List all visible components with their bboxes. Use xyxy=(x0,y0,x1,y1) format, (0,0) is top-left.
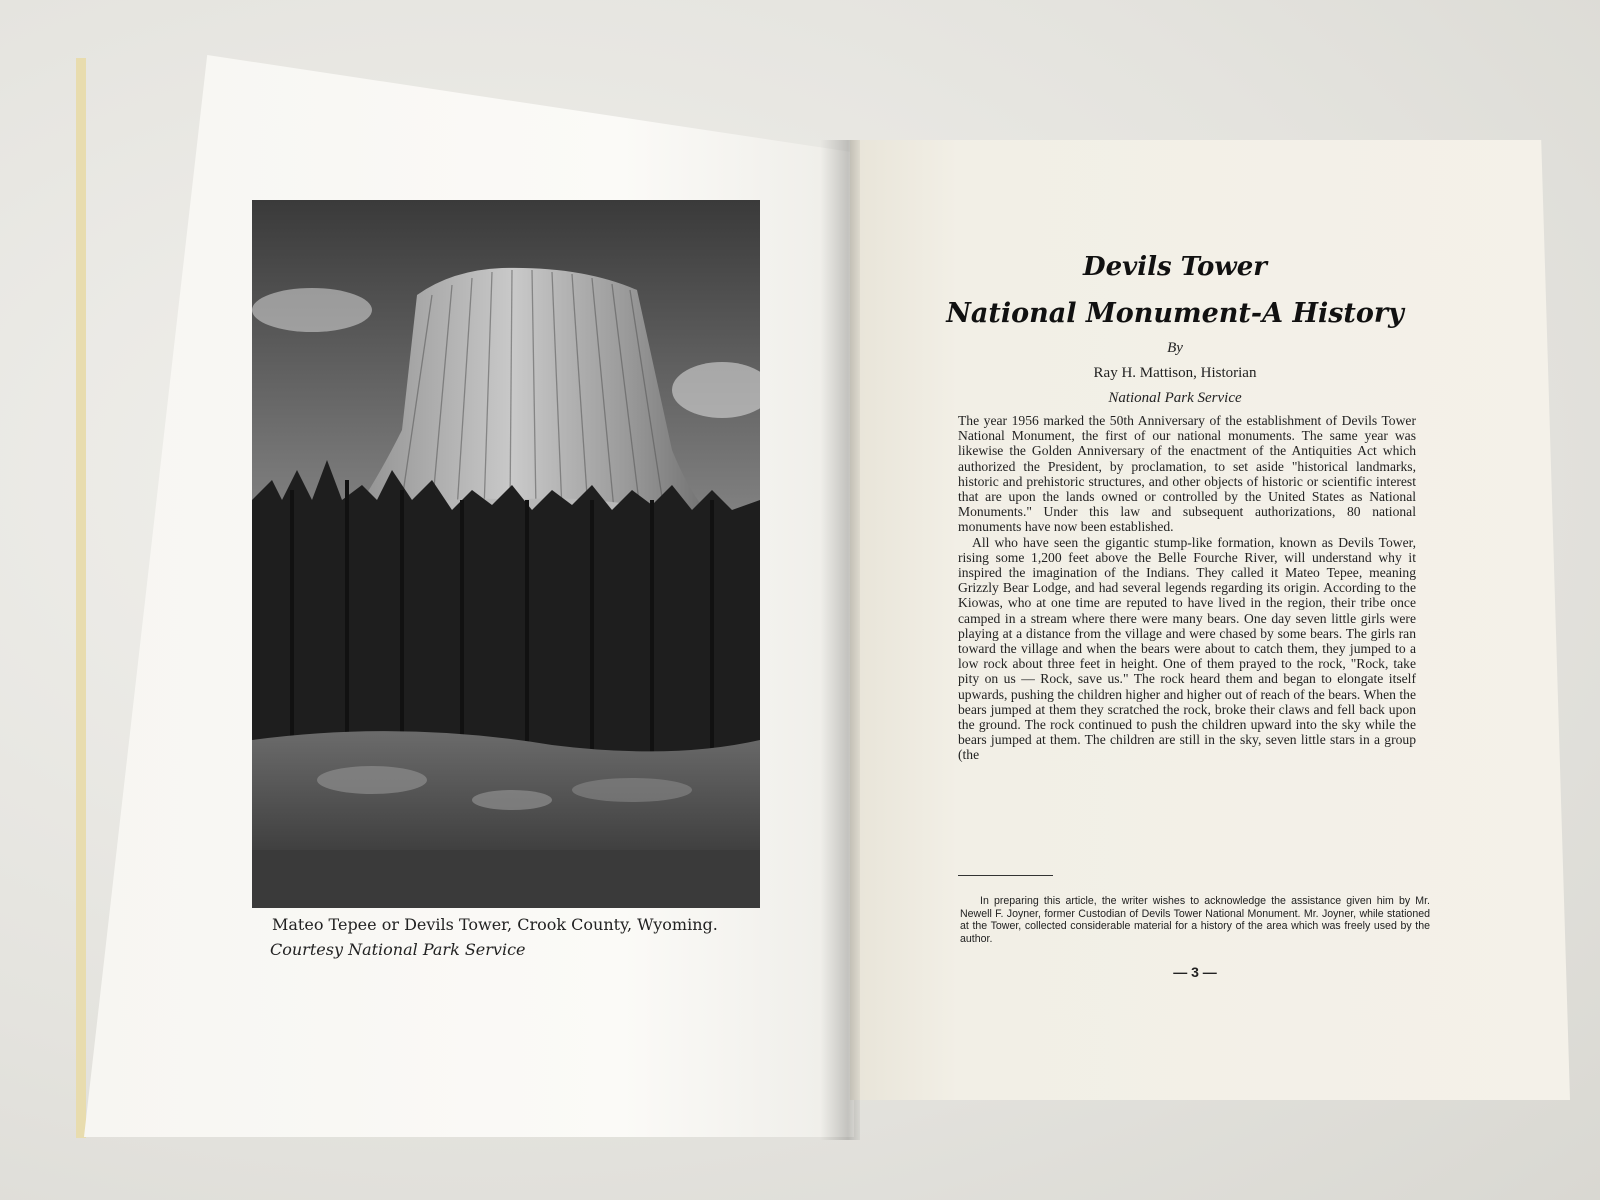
footnote: In preparing this article, the writer wishes to acknowledge the assistance given him by Mr. Newell F. Joyner, former Custodian of Devils Tower National Monument. Mr. Joyner, while stationed at the Tower, collected considerable material for a history of the area which was freely used by the author. xyxy=(960,895,1430,945)
photo-credit: Courtesy National Park Service xyxy=(270,940,526,959)
devils-tower-photo xyxy=(252,200,760,908)
article-paragraph-1: The year 1956 marked the 50th Anniversary of the establishment of Devils Tower National Monument, the first of our national monuments. The same year was likewise the Golden Anniversary of the enactment of the Antiquities Act which authorized the President, by proclamation, to set aside "historical landmarks, historic and prehistoric structures, and other objects of historic or scientific interest that are upon the lands owned or controlled by the United States as National Monuments." Under this law and subsequent authorizations, 80 national monuments have now been established. xyxy=(958,413,1416,535)
photo-caption: Mateo Tepee or Devils Tower, Crook County, Wyoming. xyxy=(272,915,718,934)
byline-by: By xyxy=(1167,340,1183,356)
spine-shadow xyxy=(820,140,860,1140)
byline-agency: National Park Service xyxy=(1108,390,1242,406)
article-body xyxy=(958,413,1416,763)
page-number: — 3 — xyxy=(1173,964,1217,980)
byline-author: Ray H. Mattison, Historian xyxy=(1093,365,1257,381)
left-page-edge xyxy=(76,58,86,1138)
photo-illustration xyxy=(252,200,760,908)
article-title-line1: Devils Tower xyxy=(1083,252,1267,282)
article-title-line2: National Monument-A History xyxy=(946,298,1404,329)
footnote-rule xyxy=(958,875,1053,876)
article-paragraph-2: All who have seen the gigantic stump-like formation, known as Devils Tower, rising some 1,200 feet above the Belle Fourche River, will understand why it inspired the imagination of the Indians. They called it Mateo Tepee, meaning Grizzly Bear Lodge, and had several legends regarding its origin. According to the Kiowas, who at one time are reputed to have lived in the region, their tribe once camped in a stream where there were many bears. One day seven little girls were playing at a distance from the village and were chased by some bears. The girls ran toward the village and when the bears were about to catch them, they jumped to a low rock about three feet in height. One of them prayed to the rock, "Rock, take pity on us — Rock, save us." The rock heard them and began to elongate itself upwards, pushing the children higher and higher out of reach of the bears. When the bears jumped at them they scratched the rock, broke their claws and fell back upon the ground. The rock continued to push the children upward into the sky while the bears jumped at them. The children are still in the sky, seven little stars in a group (the xyxy=(958,534,1416,763)
